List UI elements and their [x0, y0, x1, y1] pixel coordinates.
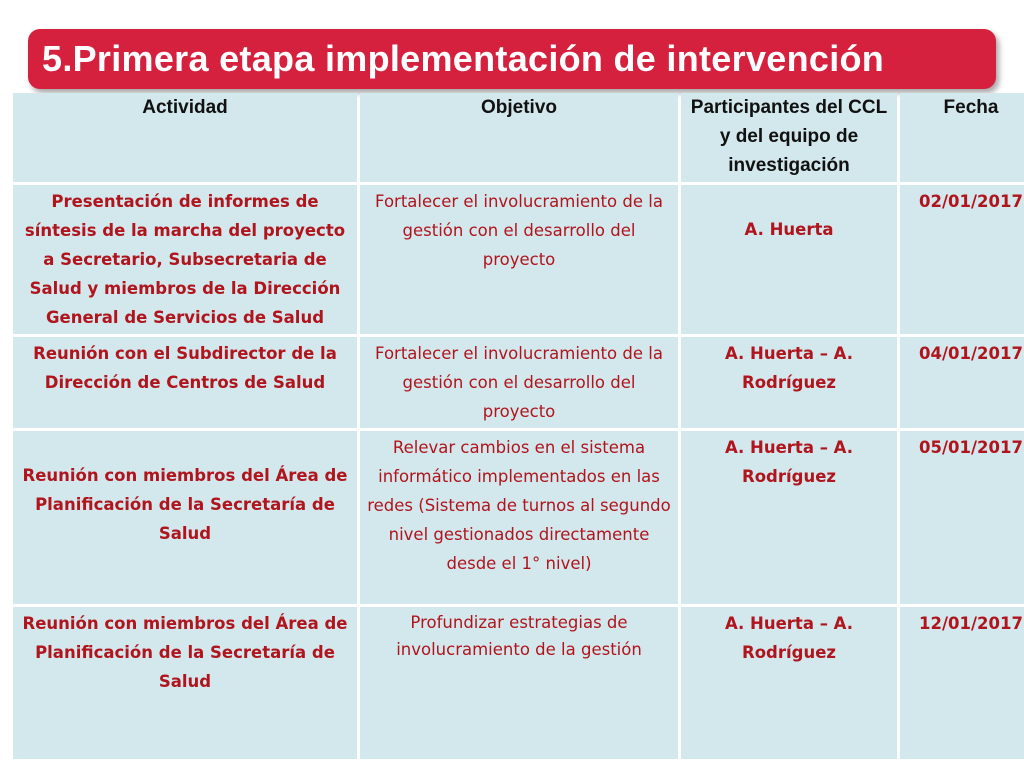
cell-actividad: Reunión con miembros del Área de Planificación de la Secretaría de Salud: [13, 607, 357, 759]
cell-objetivo: Profundizar estrategias de involucramiento de la gestión: [360, 607, 678, 759]
cell-actividad: Reunión con miembros del Área de Planificación de la Secretaría de Salud: [13, 431, 357, 604]
cell-actividad: Presentación de informes de síntesis de la marcha del proyecto a Secretario, Subsecretaria de Salud y miembros de la Dirección General de Servicios de Salud: [13, 185, 357, 334]
cell-fecha: 05/01/2017: [900, 431, 1024, 604]
header-fecha: Fecha: [900, 93, 1024, 182]
cell-participantes: A. Huerta – A. Rodríguez: [681, 337, 897, 428]
table-row: [13, 431, 1024, 604]
cell-objetivo: Fortalecer el involucramiento de la gestión con el desarrollo del proyecto: [360, 337, 678, 428]
cell-actividad: Reunión con el Subdirector de la Dirección de Centros de Salud: [13, 337, 357, 428]
header-participantes: Participantes del CCL y del equipo de investigación: [681, 93, 897, 182]
table-row: [13, 185, 1024, 334]
activities-table: [10, 90, 1024, 762]
header-objetivo: Objetivo: [360, 93, 678, 182]
cell-fecha: 12/01/2017: [900, 607, 1024, 759]
header-actividad: Actividad: [13, 93, 357, 182]
table-header-row: [13, 93, 1024, 182]
cell-participantes: A. Huerta: [681, 185, 897, 334]
table-row: [13, 607, 1024, 759]
cell-objetivo: Relevar cambios en el sistema informático implementados en las redes (Sistema de turnos al segundo nivel gestionados directamente desde el 1° nivel): [360, 431, 678, 604]
cell-fecha: 04/01/2017: [900, 337, 1024, 428]
cell-participantes: A. Huerta – A. Rodríguez: [681, 607, 897, 759]
slide-title: 5.Primera etapa implementación de intervención: [42, 38, 885, 79]
table-row: [13, 337, 1024, 428]
cell-objetivo: Fortalecer el involucramiento de la gestión con el desarrollo del proyecto: [360, 185, 678, 334]
cell-fecha: 02/01/2017: [900, 185, 1024, 334]
cell-participantes: A. Huerta – A. Rodríguez: [681, 431, 897, 604]
title-banner: [28, 29, 996, 89]
